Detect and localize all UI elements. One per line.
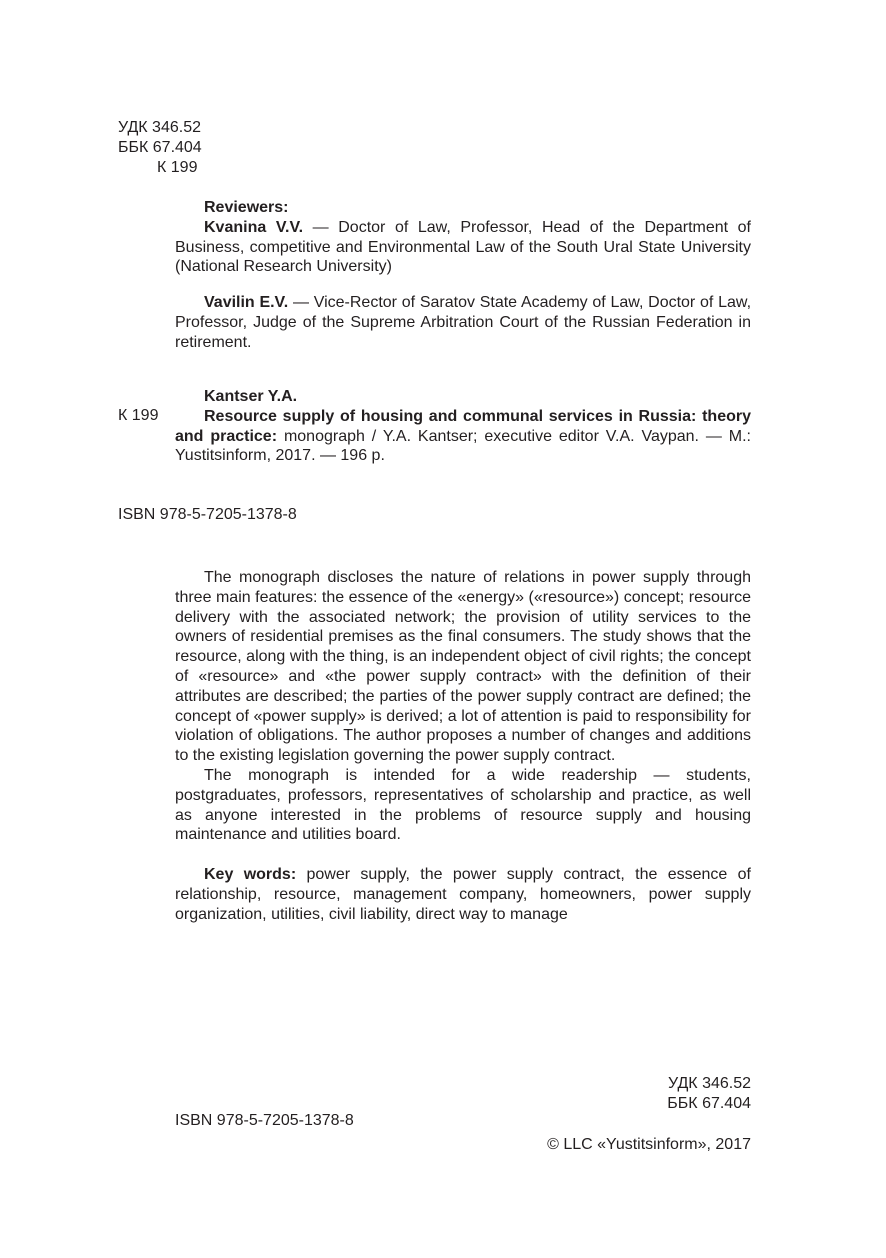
abstract <box>175 568 751 925</box>
keywords <box>175 865 751 924</box>
reviewer-name: Vavilin E.V. <box>204 294 289 312</box>
reviewer-name: Kvanina V.V. <box>204 218 304 236</box>
bibliographic-record <box>175 387 751 466</box>
bibliographic-mark: К 199 <box>118 407 159 424</box>
author-name: Kantser Y.A. <box>204 388 298 405</box>
isbn: ISBN 978-5-7205-1378-8 <box>118 506 297 523</box>
reviewer-description: — Vice-Rector of Saratov State Academy of Law, Doctor of Law, Professor, Judge of the Supreme Arbitration Court of the Russian Federation in retirement. <box>175 294 752 351</box>
footer-isbn: ISBN 978-5-7205-1378-8 <box>175 1112 354 1129</box>
footer-udk: УДК 346.52 <box>668 1075 751 1092</box>
book-details: monograph / Y.A. Kantser; executive editor V.A. Vaypan. — M.: Yustitsinform, 2017. — 196 p. <box>175 427 752 465</box>
reviewer-description: — Doctor of Law, Professor, Head of the Department of Business, competitive and Environmental Law of the South Ural State University (National Research University) <box>175 218 751 276</box>
reviewer-entry <box>175 218 751 277</box>
keywords-text: power supply, the power supply contract, the essence of relationship, resource, management company, homeowners, power supply organization, utilities, civil liability, direct way to manage <box>175 866 752 923</box>
author-mark: К 199 <box>157 158 198 176</box>
abstract-paragraph: The monograph discloses the nature of relations in power supply through three main features: the essence of the «energy» («resource») concept; resource delivery with the associated network; the provision of utility services to the owners of residential premises as the final consumers. The study shows that the resource, along with the thing, is an independent object of civil rights; the concept of «resource» and «the power supply contract» with the definition of their attributes are described; the parties of the power supply contract are defined; the concept of «power supply» is derived; a lot of attention is paid to responsibility for violation of obligations. The author proposes a number of changes and additions to the existing legislation governing the power supply contract. <box>175 569 751 765</box>
footer-bbk: ББК 67.404 <box>667 1094 751 1112</box>
reviewers-heading: Reviewers: <box>204 199 289 216</box>
copyright: © LLC «Yustitsinform», 2017 <box>547 1136 751 1153</box>
book-title: Resource supply of housing and communal services in Russia: theory and practice: <box>175 407 751 445</box>
bbk-code: ББК 67.404 <box>118 138 202 156</box>
footer-codes <box>667 1074 751 1114</box>
udk-code: УДК 346.52 <box>118 119 201 136</box>
reviewers-section <box>175 198 751 353</box>
abstract-paragraph: The monograph is intended for a wide readership — students, postgraduates, professors, representatives of scholarship and practice, as well as anyone interested in the problems of resource supply and housing maintenance and utilities board. <box>175 766 751 844</box>
keywords-label: Key words: <box>204 866 297 884</box>
reviewer-entry <box>175 293 751 352</box>
book-citation <box>175 407 751 466</box>
classification-codes <box>118 118 202 177</box>
